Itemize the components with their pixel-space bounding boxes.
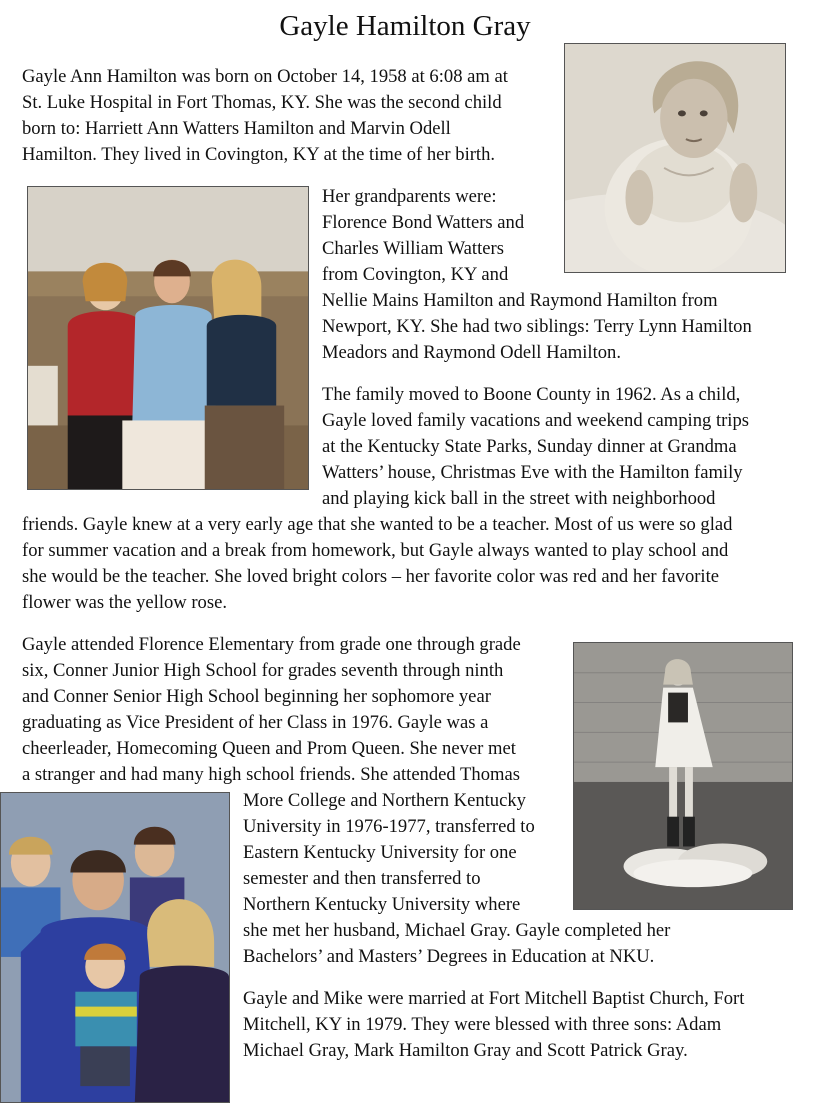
paragraph-birth-line: Gayle Ann Hamilton was born on October 14, 1958 at 6:08 am at [22, 66, 508, 87]
paragraph-education-line: Gayle attended Florence Elementary from grade one through grade [22, 634, 521, 655]
paragraph-education-line: six, Conner Junior High School for grades seventh through ninth [22, 660, 504, 681]
paragraph-education-line: cheerleader, Homecoming Queen and Prom Queen. She never met [22, 738, 516, 759]
paragraph-education-line: graduating as Vice President of her Class in 1976. Gayle was a [22, 712, 489, 733]
page-title: Gayle Hamilton Gray [279, 10, 531, 42]
paragraph-childhood-line: The family moved to Boone County in 1962. As a child, [322, 384, 741, 405]
paragraph-childhood-line: friends. Gayle knew at a very early age that she wanted to be a teacher. Most of us were so glad [22, 514, 733, 535]
paragraph-education-line: semester and then transferred to [243, 868, 481, 889]
paragraph-marriage-line: Gayle and Mike were married at Fort Mitchell Baptist Church, Fort [243, 988, 745, 1009]
paragraph-childhood-line: Gayle loved family vacations and weekend camping trips [322, 410, 750, 431]
paragraph-education-line: a stranger and had many high school friends. She attended Thomas [22, 764, 520, 785]
paragraph-grandparents-line: Florence Bond Watters and [322, 212, 525, 233]
paragraph-birth-line: St. Luke Hospital in Fort Thomas, KY. She was the second child [22, 92, 502, 113]
paragraph-marriage-line: Mitchell, KY in 1979. They were blessed with three sons: Adam [243, 1014, 722, 1035]
baby-photo [564, 43, 786, 273]
paragraph-grandparents-line: Charles William Watters [322, 238, 504, 259]
paragraph-education-line: Bachelors’ and Masters’ Degrees in Education at NKU. [243, 946, 655, 967]
paragraph-childhood-line: and playing kick ball in the street with neighborhood [322, 488, 716, 509]
paragraph-marriage-line: Michael Gray, Mark Hamilton Gray and Scott Patrick Gray. [243, 1040, 688, 1061]
paragraph-education-line: Northern Kentucky University where [243, 894, 521, 915]
paragraph-education-line: University in 1976-1977, transferred to [243, 816, 535, 837]
paragraph-education-line: she met her husband, Michael Gray. Gayle completed her [243, 920, 671, 941]
paragraph-childhood-line: flower was the yellow rose. [22, 592, 227, 613]
family-portrait-photo [0, 792, 230, 1103]
cheerleader-photo [573, 642, 793, 910]
paragraph-grandparents-line: Her grandparents were: [322, 186, 497, 207]
paragraph-grandparents-line: Newport, KY. She had two siblings: Terry Lynn Hamilton [322, 316, 752, 337]
paragraph-birth-line: born to: Harriett Ann Watters Hamilton and Marvin Odell [22, 118, 451, 139]
paragraph-grandparents-line: Meadors and Raymond Odell Hamilton. [322, 342, 621, 363]
family-couch-photo [27, 186, 309, 490]
paragraph-grandparents-line: Nellie Mains Hamilton and Raymond Hamilton from [322, 290, 718, 311]
paragraph-birth-line: Hamilton. They lived in Covington, KY at the time of her birth. [22, 144, 496, 165]
paragraph-education-line: Eastern Kentucky University for one [243, 842, 517, 863]
paragraph-childhood-line: she would be the teacher. She loved bright colors – her favorite color was red and her favorite [22, 566, 720, 587]
paragraph-childhood-line: at the Kentucky State Parks, Sunday dinner at Grandma [322, 436, 737, 457]
paragraph-childhood-line: Watters’ house, Christmas Eve with the Hamilton family [322, 462, 743, 483]
paragraph-grandparents-line: from Covington, KY and [322, 264, 509, 285]
paragraph-education-line: and Conner Senior High School beginning her sophomore year [22, 686, 491, 707]
paragraph-education-line: More College and Northern Kentucky [243, 790, 526, 811]
paragraph-childhood-line: for summer vacation and a break from homework, but Gayle always wanted to play school and [22, 540, 729, 561]
